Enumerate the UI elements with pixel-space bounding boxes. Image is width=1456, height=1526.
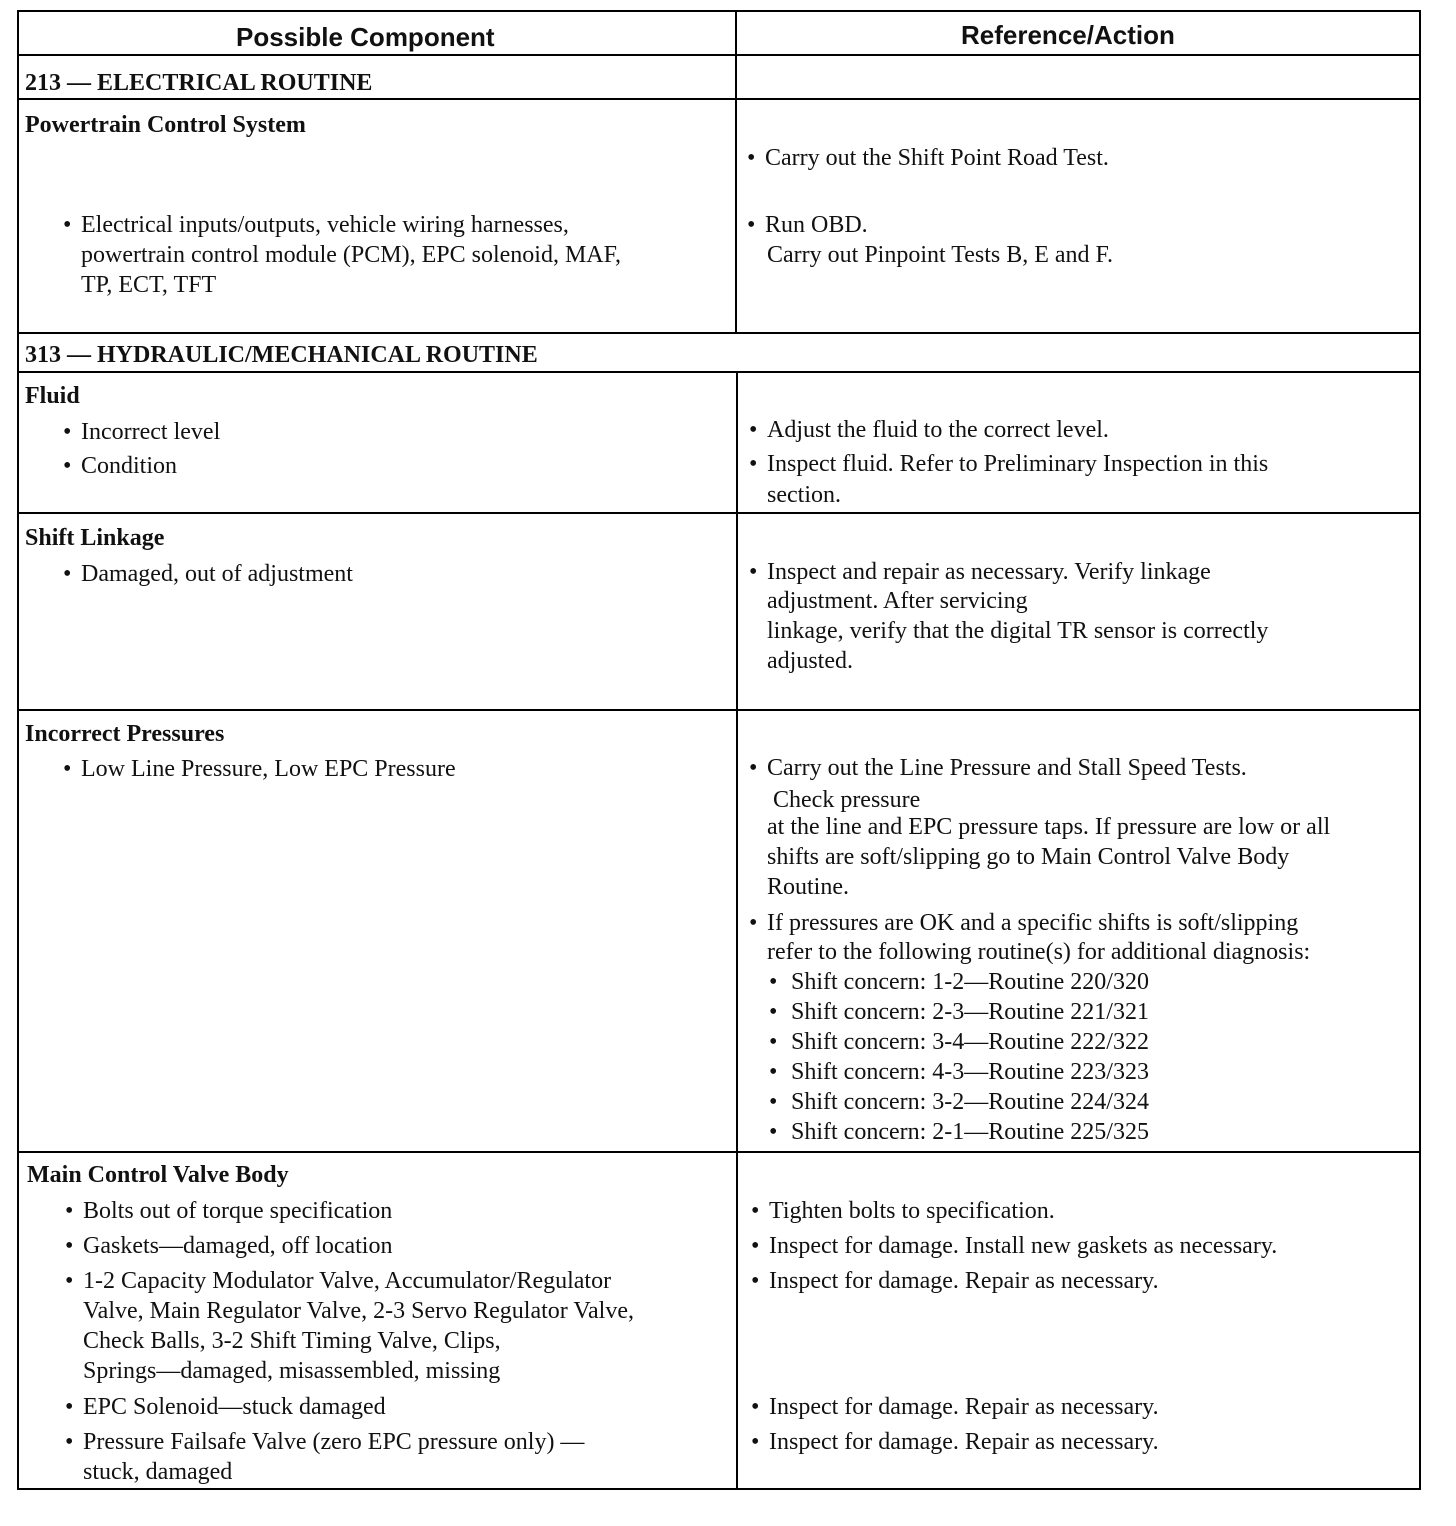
column-divider <box>735 98 737 332</box>
action-line-pressure-test-line: shifts are soft/slipping go to Main Control Valve Body <box>767 844 1290 870</box>
item-gaskets: • Gaskets—damaged, off location <box>83 1231 392 1261</box>
header-possible-component: Possible Component <box>236 22 495 52</box>
row-divider <box>19 332 1419 334</box>
header-divider <box>19 54 1419 56</box>
action-adjust-fluid: • Adjust the fluid to the correct level. <box>767 415 1109 445</box>
row-divider <box>19 1151 1419 1153</box>
item-valves-list: • 1-2 Capacity Modulator Valve, Accumulator/Regulator <box>83 1266 611 1296</box>
section-title-hydraulic: 313 — HYDRAULIC/MECHANICAL ROUTINE <box>25 342 538 368</box>
item-damaged-out-of-adjustment: • Damaged, out of adjustment <box>81 559 353 589</box>
action-line-pressure-test: • Carry out the Line Pressure and Stall Speed Tests. <box>767 753 1247 783</box>
action-pinpoint-tests: Carry out Pinpoint Tests B, E and F. <box>767 242 1113 268</box>
item-epc-solenoid: • EPC Solenoid—stuck damaged <box>83 1392 386 1422</box>
action-inspect-valves: • Inspect for damage. Repair as necessary. <box>769 1266 1159 1296</box>
column-divider <box>736 371 738 1490</box>
item-electrical-inputs: • Electrical inputs/outputs, vehicle wiring harnesses, <box>81 210 569 240</box>
routine-item: • Shift concern: 2-3—Routine 221/321 <box>791 997 1149 1027</box>
routine-item: • Shift concern: 2-1—Routine 225/325 <box>791 1117 1149 1147</box>
column-divider <box>735 12 737 98</box>
item-condition: • Condition <box>81 451 177 481</box>
routine-item: • Shift concern: 3-2—Routine 224/324 <box>791 1087 1149 1117</box>
action-inspect-gaskets: • Inspect for damage. Install new gaskets as necessary. <box>769 1231 1277 1261</box>
item-valves-list-line: Springs—damaged, misassembled, missing <box>83 1358 501 1384</box>
group-title-fluid: Fluid <box>25 383 80 409</box>
routine-item: • Shift concern: 1-2—Routine 220/320 <box>791 967 1149 997</box>
routine-item: • Shift concern: 3-4—Routine 222/322 <box>791 1027 1149 1057</box>
section-divider <box>19 371 1419 373</box>
group-title-shift-linkage: Shift Linkage <box>25 525 165 551</box>
action-line-pressure-test-line: at the line and EPC pressure taps. If pressure are low or all <box>767 814 1331 840</box>
action-inspect-linkage-line: linkage, verify that the digital TR sensor is correctly <box>767 618 1269 644</box>
action-inspect-failsafe: • Inspect for damage. Repair as necessary. <box>769 1427 1159 1457</box>
action-tighten-bolts: • Tighten bolts to specification. <box>769 1196 1055 1226</box>
header-reference-action: Reference/Action <box>961 20 1175 50</box>
item-electrical-inputs-line: powertrain control module (PCM), EPC solenoid, MAF, <box>81 242 622 268</box>
routine-item: • Shift concern: 4-3—Routine 223/323 <box>791 1057 1149 1087</box>
action-line-pressure-test-line: Check pressure <box>773 787 921 813</box>
item-valves-list-line: Valve, Main Regulator Valve, 2-3 Servo Regulator Valve, <box>83 1298 634 1324</box>
action-pressures-ok-line: refer to the following routine(s) for additional diagnosis: <box>767 939 1311 965</box>
action-line-pressure-test-line: Routine. <box>767 874 849 900</box>
section-title-electrical: 213 — ELECTRICAL ROUTINE <box>25 70 373 96</box>
action-inspect-fluid: • Inspect fluid. Refer to Preliminary Inspection in this <box>767 449 1268 479</box>
action-inspect-epc-solenoid: • Inspect for damage. Repair as necessary. <box>769 1392 1159 1422</box>
section-divider <box>19 98 1419 100</box>
item-valves-list-line: Check Balls, 3-2 Shift Timing Valve, Clips, <box>83 1328 501 1354</box>
action-pressures-ok: • If pressures are OK and a specific shifts is soft/slipping <box>767 908 1298 938</box>
item-low-line-pressure: • Low Line Pressure, Low EPC Pressure <box>81 754 456 784</box>
item-electrical-inputs-line: TP, ECT, TFT <box>81 272 217 298</box>
group-title-incorrect-pressures: Incorrect Pressures <box>25 721 225 747</box>
group-title-powertrain: Powertrain Control System <box>25 112 306 138</box>
group-title-main-control-valve-body: Main Control Valve Body <box>27 1162 289 1188</box>
action-inspect-linkage-line: adjusted. <box>767 648 853 674</box>
item-bolts-torque: • Bolts out of torque specification <box>83 1196 392 1226</box>
action-inspect-fluid-line: section. <box>767 482 841 508</box>
item-pressure-failsafe: • Pressure Failsafe Valve (zero EPC pressure only) — <box>83 1427 584 1457</box>
action-run-obd: • Run OBD. <box>765 210 868 240</box>
action-shift-point-road-test: • Carry out the Shift Point Road Test. <box>765 143 1109 173</box>
action-inspect-linkage-line: adjustment. After servicing <box>767 588 1028 614</box>
item-incorrect-level: • Incorrect level <box>81 417 220 447</box>
item-pressure-failsafe-line: stuck, damaged <box>83 1459 233 1485</box>
row-divider <box>19 709 1419 711</box>
action-inspect-linkage: • Inspect and repair as necessary. Verify linkage <box>767 557 1211 587</box>
row-divider <box>19 512 1419 514</box>
